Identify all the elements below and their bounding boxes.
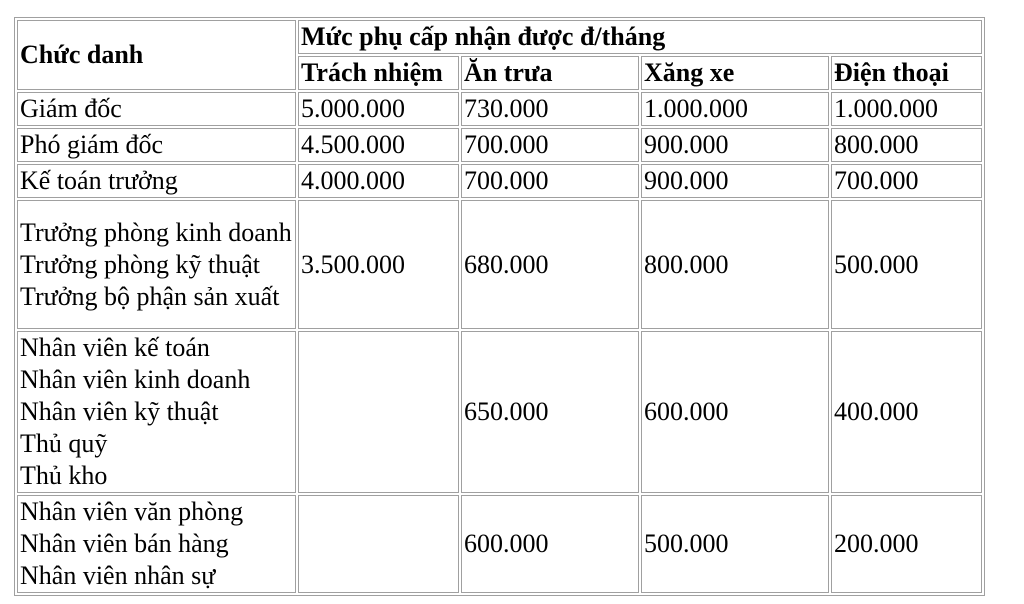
table-row xyxy=(17,331,982,493)
fuel-cell: 500.000 xyxy=(641,495,829,593)
fuel-cell: 900.000 xyxy=(641,128,829,162)
fuel-cell: 900.000 xyxy=(641,164,829,198)
header-lunch: Ăn trưa xyxy=(461,56,639,90)
allowance-table xyxy=(14,17,985,596)
lunch-cell: 700.000 xyxy=(461,164,639,198)
phone-cell: 700.000 xyxy=(831,164,982,198)
position-title: Nhân viên kinh doanh xyxy=(20,365,251,394)
lunch-cell: 700.000 xyxy=(461,128,639,162)
header-row-group xyxy=(17,20,982,54)
responsibility-cell xyxy=(298,495,459,593)
position-title: Trưởng phòng kinh doanh xyxy=(20,217,292,247)
position-title: Nhân viên kỹ thuật xyxy=(20,397,219,426)
phone-cell: 800.000 xyxy=(831,128,982,162)
phone-cell: 200.000 xyxy=(831,495,982,593)
position-title: Thủ quỹ xyxy=(20,429,108,458)
phone-cell: 400.000 xyxy=(831,331,982,493)
header-allowance-group: Mức phụ cấp nhận được đ/tháng xyxy=(298,20,982,54)
phone-cell: 500.000 xyxy=(831,200,982,329)
responsibility-cell xyxy=(298,331,459,493)
header-responsibility: Trách nhiệm xyxy=(298,56,459,90)
responsibility-cell: 4.500.000 xyxy=(298,128,459,162)
lunch-cell: 650.000 xyxy=(461,331,639,493)
phone-cell: 1.000.000 xyxy=(831,92,982,126)
position-title: Nhân viên bán hàng xyxy=(20,529,229,558)
header-fuel: Xăng xe xyxy=(641,56,829,90)
lunch-cell: 730.000 xyxy=(461,92,639,126)
position-cell xyxy=(17,495,296,593)
table-row xyxy=(17,164,982,198)
position-cell xyxy=(17,128,296,162)
position-cell xyxy=(17,200,296,329)
header-position-title: Chức danh xyxy=(17,20,296,90)
responsibility-cell: 5.000.000 xyxy=(298,92,459,126)
position-title: Giám đốc xyxy=(20,94,122,123)
header-phone: Điện thoại xyxy=(831,56,982,90)
position-title: Trưởng bộ phận sản xuất xyxy=(20,281,280,311)
responsibility-cell: 3.500.000 xyxy=(298,200,459,329)
table-row xyxy=(17,92,982,126)
fuel-cell: 800.000 xyxy=(641,200,829,329)
fuel-cell: 1.000.000 xyxy=(641,92,829,126)
table-row xyxy=(17,200,982,329)
position-title: Trưởng phòng kỹ thuật xyxy=(20,249,260,279)
position-cell xyxy=(17,331,296,493)
table-row xyxy=(17,128,982,162)
lunch-cell: 600.000 xyxy=(461,495,639,593)
position-title: Nhân viên kế toán xyxy=(20,333,210,362)
position-title: Kế toán trưởng xyxy=(20,166,178,195)
position-title: Nhân viên nhân sự xyxy=(20,561,216,590)
table-row xyxy=(17,495,982,593)
position-title: Thủ kho xyxy=(20,461,108,490)
lunch-cell: 680.000 xyxy=(461,200,639,329)
fuel-cell: 600.000 xyxy=(641,331,829,493)
position-cell xyxy=(17,92,296,126)
responsibility-cell: 4.000.000 xyxy=(298,164,459,198)
position-title: Phó giám đốc xyxy=(20,130,163,159)
position-title: Nhân viên văn phòng xyxy=(20,497,244,526)
position-cell xyxy=(17,164,296,198)
